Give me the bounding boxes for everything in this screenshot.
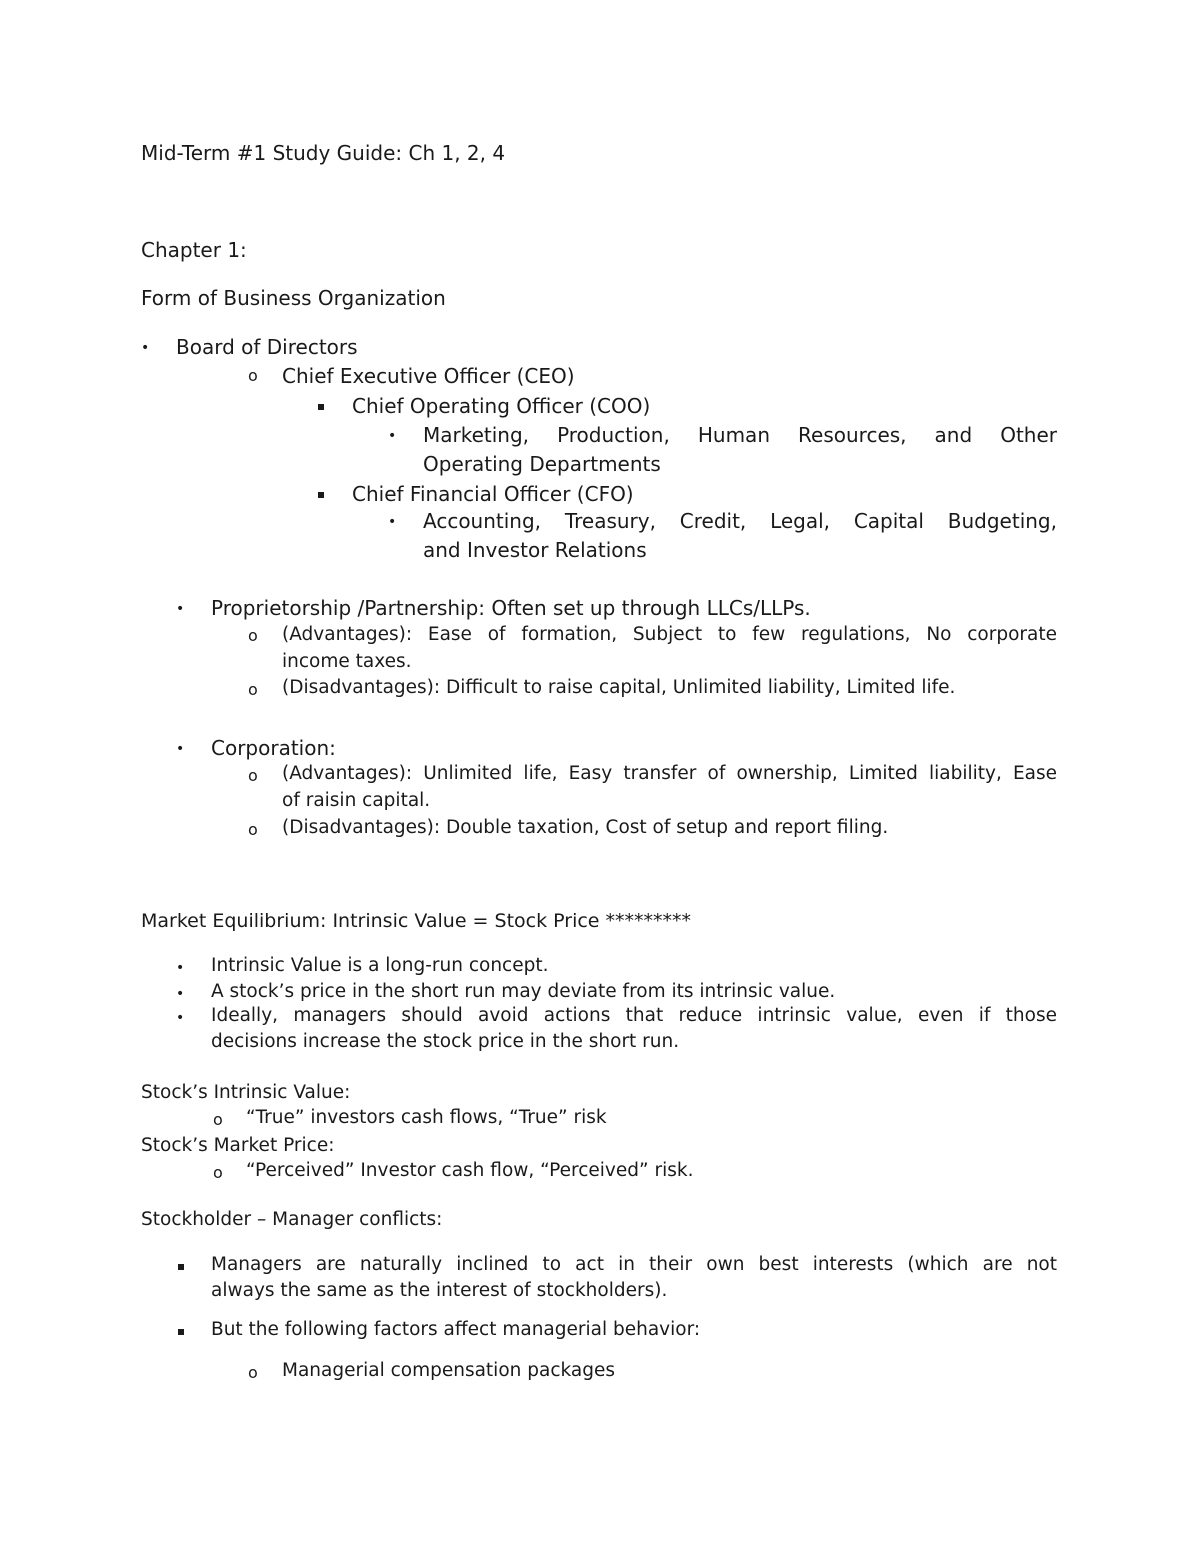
square-marker [318, 492, 324, 498]
corporation-advantages-line1: (Advantages): Unlimited life, Easy transfer of ownership, Limited liability, Ease [282, 763, 1057, 784]
circle-marker: o [213, 1110, 223, 1129]
coo-depts-line2: Operating Departments [423, 452, 661, 476]
equilibrium-bullet-3-line2: decisions increase the stock price in the short run. [211, 1031, 680, 1052]
corporation-advantages-line2: of raisin capital. [282, 790, 431, 811]
conflicts-bullet-1-line1: Managers are naturally inclined to act in their own best interests (which are not [211, 1254, 1057, 1275]
circle-marker: o [248, 820, 258, 839]
ceo-label: Chief Executive Officer (CEO) [282, 364, 575, 388]
bullet-marker: • [176, 601, 185, 617]
intrinsic-heading: Stock’s Intrinsic Value: [141, 1082, 351, 1103]
cfo-label: Chief Financial Officer (CFO) [352, 482, 634, 506]
cfo-depts-line2: and Investor Relations [423, 538, 647, 562]
bullet-marker: • [388, 514, 397, 530]
bullet-marker: • [141, 340, 150, 356]
circle-marker: o [248, 766, 258, 785]
circle-marker: o [248, 1363, 258, 1382]
conflicts-heading: Stockholder – Manager conflicts: [141, 1209, 443, 1230]
conflicts-bullet-1-line2: always the same as the interest of stockholders). [211, 1280, 668, 1301]
square-marker [178, 1329, 184, 1335]
bullet-marker: • [176, 1010, 185, 1026]
corporation-disadvantages: (Disadvantages): Double taxation, Cost of setup and report filing. [282, 817, 889, 838]
proprietorship-label: Proprietorship /Partnership: Often set up through LLCs/LLPs. [211, 596, 811, 620]
page-title: Mid-Term #1 Study Guide: Ch 1, 2, 4 [141, 141, 506, 165]
market-price-item: “Perceived” Investor cash flow, “Perceived” risk. [246, 1160, 694, 1181]
intrinsic-item: “True” investors cash flows, “True” risk [246, 1107, 607, 1128]
equilibrium-heading: Market Equilibrium: Intrinsic Value = Stock Price ********* [141, 910, 692, 932]
equilibrium-bullet-3-line1: Ideally, managers should avoid actions that reduce intrinsic value, even if those [211, 1005, 1057, 1026]
proprietorship-disadvantages: (Disadvantages): Difficult to raise capital, Unlimited liability, Limited life. [282, 677, 956, 698]
circle-marker: o [248, 366, 258, 385]
equilibrium-bullet-1: Intrinsic Value is a long-run concept. [211, 955, 549, 976]
market-price-heading: Stock’s Market Price: [141, 1135, 335, 1156]
square-marker [178, 1264, 184, 1270]
cfo-depts-line1: Accounting, Treasury, Credit, Legal, Capital Budgeting, [423, 509, 1057, 533]
circle-marker: o [248, 680, 258, 699]
circle-marker: o [248, 626, 258, 645]
bod-label: Board of Directors [176, 335, 358, 359]
chapter-heading: Chapter 1: [141, 238, 247, 262]
equilibrium-bullet-2: A stock’s price in the short run may deviate from its intrinsic value. [211, 981, 836, 1002]
coo-label: Chief Operating Officer (COO) [352, 394, 651, 418]
proprietorship-advantages-line1: (Advantages): Ease of formation, Subject to few regulations, No corporate [282, 624, 1057, 645]
bullet-marker: • [388, 428, 397, 444]
conflicts-sub-item-1: Managerial compensation packages [282, 1360, 615, 1381]
corporation-label: Corporation: [211, 736, 336, 760]
bullet-marker: • [176, 986, 185, 1002]
bullet-marker: • [176, 960, 185, 976]
bullet-marker: • [176, 741, 185, 757]
proprietorship-advantages-line2: income taxes. [282, 651, 412, 672]
square-marker [318, 404, 324, 410]
org-heading: Form of Business Organization [141, 286, 446, 310]
coo-depts-line1: Marketing, Production, Human Resources, and Other [423, 423, 1057, 447]
conflicts-bullet-2: But the following factors affect managerial behavior: [211, 1319, 701, 1340]
circle-marker: o [213, 1163, 223, 1182]
